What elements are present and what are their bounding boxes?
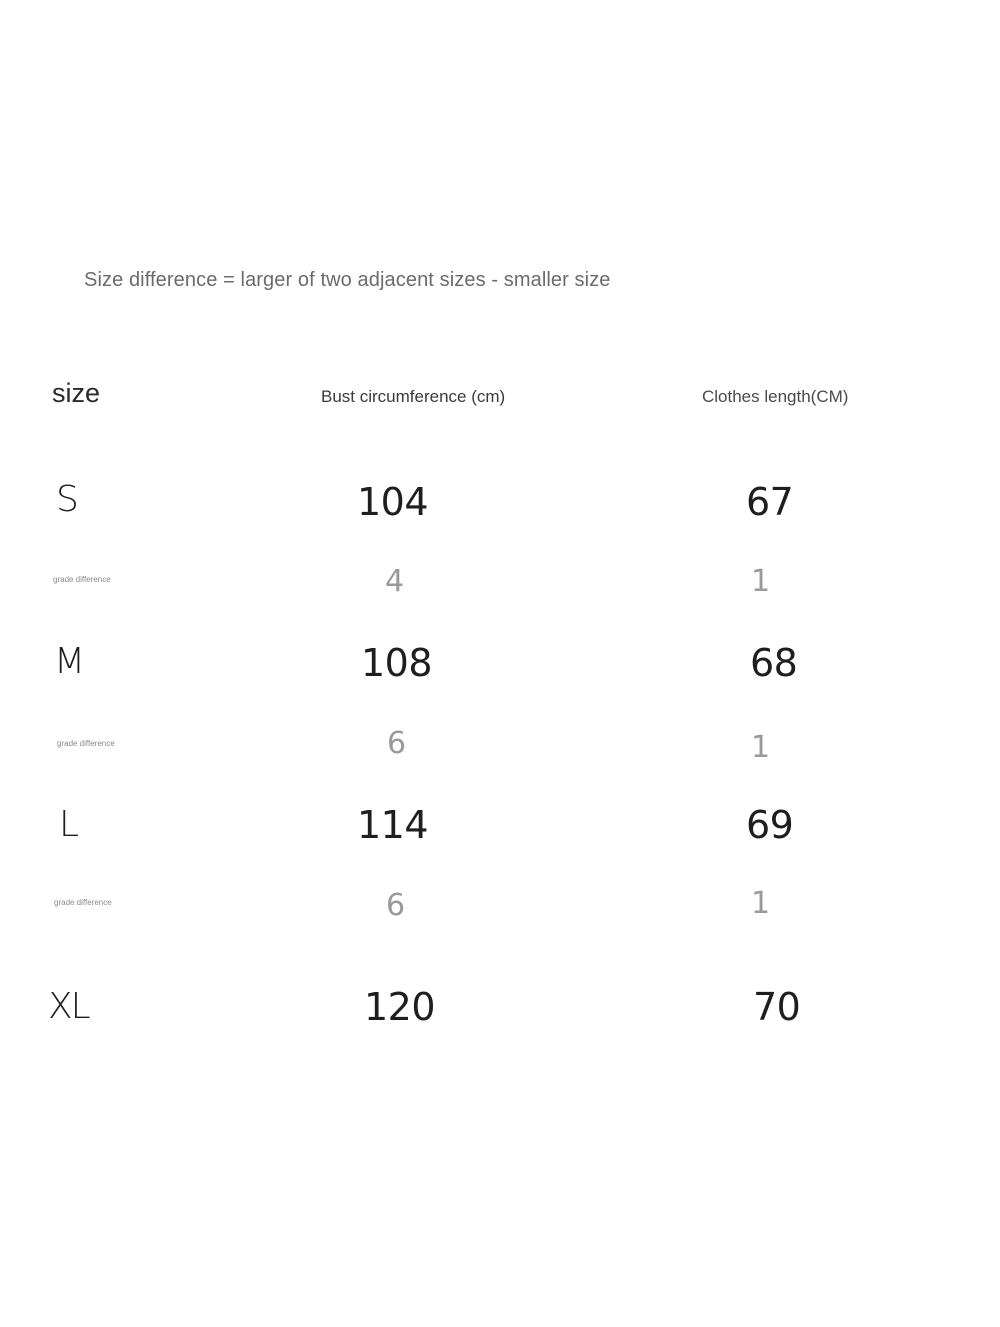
grade-difference-label: grade difference	[57, 739, 115, 748]
bust-value-xl: 120	[364, 985, 436, 1029]
length-value-l: 69	[746, 803, 794, 847]
grade-difference-label: grade difference	[53, 575, 111, 584]
header-size: size	[52, 378, 101, 408]
bust-difference: 6	[387, 726, 407, 761]
length-difference: 1	[751, 564, 771, 599]
bust-difference: 4	[385, 564, 405, 599]
size-label-xl: XL	[48, 986, 89, 1027]
bust-value-s: 104	[357, 480, 429, 524]
size-label-m: M	[54, 641, 86, 682]
bust-value-l: 114	[357, 803, 429, 847]
grade-difference-label: grade difference	[54, 898, 112, 907]
size-label-l: L	[59, 804, 80, 845]
header-length: Clothes length(CM)	[702, 387, 849, 406]
size-difference-note: Size difference = larger of two adjacent sizes - smaller size	[84, 269, 611, 291]
length-value-xl: 70	[753, 985, 801, 1029]
bust-difference: 6	[386, 888, 406, 923]
bust-value-m: 108	[361, 641, 433, 685]
length-value-m: 68	[750, 641, 798, 685]
length-difference: 1	[751, 886, 771, 921]
length-value-s: 67	[746, 480, 794, 524]
size-label-s: S	[56, 479, 79, 520]
length-difference: 1	[751, 730, 771, 765]
header-bust: Bust circumference (cm)	[321, 387, 506, 406]
